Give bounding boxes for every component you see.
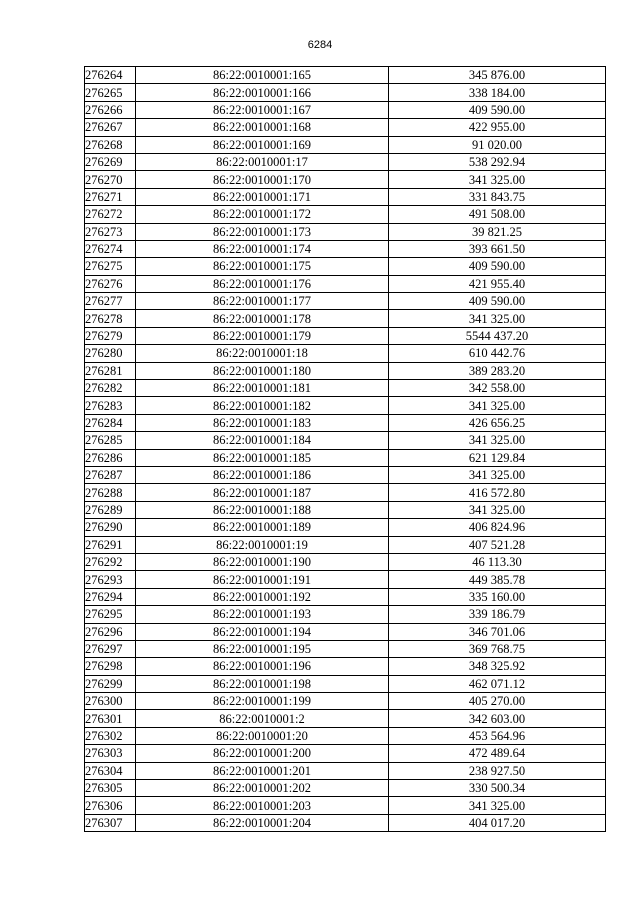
row-number-cell: 276283	[85, 397, 136, 414]
cadastral-value-cell: 472 489.64	[389, 745, 606, 762]
table-row	[85, 501, 606, 518]
cadastral-number-cell: 86:22:0010001:186	[136, 466, 389, 483]
cadastral-number-cell: 86:22:0010001:167	[136, 101, 389, 118]
table-row	[85, 293, 606, 310]
row-number-cell: 276299	[85, 675, 136, 692]
table-row	[85, 397, 606, 414]
cadastral-value-cell: 369 768.75	[389, 640, 606, 657]
cadastral-number-cell: 86:22:0010001:170	[136, 171, 389, 188]
cadastral-value-cell: 330 500.34	[389, 780, 606, 797]
cadastral-value-cell: 331 843.75	[389, 188, 606, 205]
cadastral-value-cell: 491 508.00	[389, 206, 606, 223]
table-row	[85, 588, 606, 605]
cadastral-value-cell: 342 603.00	[389, 710, 606, 727]
table-row	[85, 606, 606, 623]
row-number-cell: 276279	[85, 327, 136, 344]
cadastral-value-cell: 538 292.94	[389, 153, 606, 170]
row-number-cell: 276285	[85, 432, 136, 449]
cadastral-number-cell: 86:22:0010001:202	[136, 780, 389, 797]
cadastral-value-cell: 345 876.00	[389, 67, 606, 84]
row-number-cell: 276268	[85, 136, 136, 153]
page-number: 6284	[307, 39, 333, 51]
cadastral-value-cell: 341 325.00	[389, 466, 606, 483]
row-number-cell: 276304	[85, 762, 136, 779]
cadastral-value-cell: 238 927.50	[389, 762, 606, 779]
row-number-cell: 276295	[85, 606, 136, 623]
table-row	[85, 797, 606, 814]
row-number-cell: 276302	[85, 727, 136, 744]
row-number-cell: 276265	[85, 84, 136, 101]
table-row	[85, 571, 606, 588]
cadastral-number-cell: 86:22:0010001:168	[136, 119, 389, 136]
cadastral-value-cell: 341 325.00	[389, 797, 606, 814]
cadastral-number-cell: 86:22:0010001:175	[136, 258, 389, 275]
row-number-cell: 276294	[85, 588, 136, 605]
table-row	[85, 623, 606, 640]
table-row	[85, 466, 606, 483]
cadastral-number-cell: 86:22:0010001:191	[136, 571, 389, 588]
cadastral-number-cell: 86:22:0010001:184	[136, 432, 389, 449]
table-row	[85, 223, 606, 240]
cadastral-value-cell: 39 821.25	[389, 223, 606, 240]
cadastral-number-cell: 86:22:0010001:199	[136, 693, 389, 710]
table-row	[85, 727, 606, 744]
row-number-cell: 276287	[85, 466, 136, 483]
row-number-cell: 276266	[85, 101, 136, 118]
cadastral-number-cell: 86:22:0010001:195	[136, 640, 389, 657]
table-row	[85, 362, 606, 379]
cadastral-value-cell: 407 521.28	[389, 536, 606, 553]
cadastral-number-cell: 86:22:0010001:17	[136, 153, 389, 170]
row-number-cell: 276292	[85, 553, 136, 570]
row-number-cell: 276270	[85, 171, 136, 188]
table-row	[85, 275, 606, 292]
table-row	[85, 258, 606, 275]
cadastral-value-cell: 389 283.20	[389, 362, 606, 379]
cadastral-value-cell: 91 020.00	[389, 136, 606, 153]
row-number-cell: 276274	[85, 240, 136, 257]
cadastral-number-cell: 86:22:0010001:203	[136, 797, 389, 814]
cadastral-number-cell: 86:22:0010001:194	[136, 623, 389, 640]
table-row	[85, 345, 606, 362]
row-number-cell: 276300	[85, 693, 136, 710]
cadastral-number-cell: 86:22:0010001:198	[136, 675, 389, 692]
row-number-cell: 276296	[85, 623, 136, 640]
cadastral-number-cell: 86:22:0010001:190	[136, 553, 389, 570]
table-row	[85, 675, 606, 692]
cadastral-value-cell: 341 325.00	[389, 397, 606, 414]
cadastral-value-cell: 335 160.00	[389, 588, 606, 605]
table-row	[85, 414, 606, 431]
table-row	[85, 380, 606, 397]
cadastral-number-cell: 86:22:0010001:174	[136, 240, 389, 257]
cadastral-value-cell: 341 325.00	[389, 501, 606, 518]
table-row	[85, 101, 606, 118]
row-number-cell: 276267	[85, 119, 136, 136]
table-row	[85, 171, 606, 188]
cadastral-number-cell: 86:22:0010001:189	[136, 519, 389, 536]
table-row	[85, 84, 606, 101]
cadastral-number-cell: 86:22:0010001:19	[136, 536, 389, 553]
row-number-cell: 276271	[85, 188, 136, 205]
cadastral-number-cell: 86:22:0010001:18	[136, 345, 389, 362]
cadastral-value-cell: 426 656.25	[389, 414, 606, 431]
table-row	[85, 484, 606, 501]
cadastral-value-cell: 621 129.84	[389, 449, 606, 466]
cadastral-number-cell: 86:22:0010001:183	[136, 414, 389, 431]
table-row	[85, 240, 606, 257]
row-number-cell: 276280	[85, 345, 136, 362]
table-row	[85, 553, 606, 570]
cadastral-number-cell: 86:22:0010001:196	[136, 658, 389, 675]
row-number-cell: 276264	[85, 67, 136, 84]
cadastral-value-cell: 341 325.00	[389, 432, 606, 449]
cadastral-number-cell: 86:22:0010001:201	[136, 762, 389, 779]
row-number-cell: 276288	[85, 484, 136, 501]
cadastral-value-cell: 339 186.79	[389, 606, 606, 623]
row-number-cell: 276293	[85, 571, 136, 588]
cadastral-number-cell: 86:22:0010001:204	[136, 814, 389, 831]
cadastral-number-cell: 86:22:0010001:178	[136, 310, 389, 327]
cadastral-value-cell: 406 824.96	[389, 519, 606, 536]
cadastral-number-cell: 86:22:0010001:188	[136, 501, 389, 518]
cadastral-number-cell: 86:22:0010001:171	[136, 188, 389, 205]
cadastral-value-cell: 610 442.76	[389, 345, 606, 362]
cadastral-number-cell: 86:22:0010001:20	[136, 727, 389, 744]
row-number-cell: 276307	[85, 814, 136, 831]
row-number-cell: 276298	[85, 658, 136, 675]
cadastral-value-cell: 393 661.50	[389, 240, 606, 257]
table-row	[85, 710, 606, 727]
cadastral-value-cell: 453 564.96	[389, 727, 606, 744]
cadastral-value-cell: 404 017.20	[389, 814, 606, 831]
row-number-cell: 276291	[85, 536, 136, 553]
cadastral-value-cell: 449 385.78	[389, 571, 606, 588]
cadastral-number-cell: 86:22:0010001:187	[136, 484, 389, 501]
table-row	[85, 188, 606, 205]
row-number-cell: 276306	[85, 797, 136, 814]
table-row	[85, 153, 606, 170]
cadastral-value-cell: 405 270.00	[389, 693, 606, 710]
row-number-cell: 276286	[85, 449, 136, 466]
cadastral-number-cell: 86:22:0010001:200	[136, 745, 389, 762]
table-row	[85, 640, 606, 657]
table-row	[85, 310, 606, 327]
table-row	[85, 327, 606, 344]
cadastral-number-cell: 86:22:0010001:177	[136, 293, 389, 310]
cadastral-value-cell: 341 325.00	[389, 171, 606, 188]
table-row	[85, 432, 606, 449]
cadastral-value-table	[84, 66, 606, 832]
cadastral-value-cell: 338 184.00	[389, 84, 606, 101]
cadastral-value-cell: 416 572.80	[389, 484, 606, 501]
cadastral-value-cell: 462 071.12	[389, 675, 606, 692]
cadastral-value-cell: 422 955.00	[389, 119, 606, 136]
table-row	[85, 67, 606, 84]
cadastral-number-cell: 86:22:0010001:172	[136, 206, 389, 223]
row-number-cell: 276276	[85, 275, 136, 292]
row-number-cell: 276282	[85, 380, 136, 397]
row-number-cell: 276278	[85, 310, 136, 327]
cadastral-number-cell: 86:22:0010001:185	[136, 449, 389, 466]
cadastral-number-cell: 86:22:0010001:165	[136, 67, 389, 84]
table-row	[85, 449, 606, 466]
cadastral-value-cell: 5544 437.20	[389, 327, 606, 344]
cadastral-value-cell: 342 558.00	[389, 380, 606, 397]
cadastral-value-cell: 409 590.00	[389, 293, 606, 310]
cadastral-number-cell: 86:22:0010001:166	[136, 84, 389, 101]
table-row	[85, 536, 606, 553]
row-number-cell: 276303	[85, 745, 136, 762]
cadastral-value-cell: 46 113.30	[389, 553, 606, 570]
cadastral-value-cell: 346 701.06	[389, 623, 606, 640]
cadastral-number-cell: 86:22:0010001:182	[136, 397, 389, 414]
cadastral-value-cell: 421 955.40	[389, 275, 606, 292]
cadastral-number-cell: 86:22:0010001:192	[136, 588, 389, 605]
row-number-cell: 276297	[85, 640, 136, 657]
row-number-cell: 276305	[85, 780, 136, 797]
cadastral-value-cell: 409 590.00	[389, 101, 606, 118]
row-number-cell: 276273	[85, 223, 136, 240]
table-row	[85, 206, 606, 223]
cadastral-number-cell: 86:22:0010001:169	[136, 136, 389, 153]
row-number-cell: 276284	[85, 414, 136, 431]
row-number-cell: 276289	[85, 501, 136, 518]
cadastral-number-cell: 86:22:0010001:180	[136, 362, 389, 379]
table-row	[85, 136, 606, 153]
cadastral-number-cell: 86:22:0010001:173	[136, 223, 389, 240]
cadastral-value-cell: 341 325.00	[389, 310, 606, 327]
cadastral-number-cell: 86:22:0010001:193	[136, 606, 389, 623]
cadastral-number-cell: 86:22:0010001:176	[136, 275, 389, 292]
cadastral-number-cell: 86:22:0010001:2	[136, 710, 389, 727]
cadastral-value-cell: 409 590.00	[389, 258, 606, 275]
row-number-cell: 276277	[85, 293, 136, 310]
row-number-cell: 276275	[85, 258, 136, 275]
cadastral-number-cell: 86:22:0010001:179	[136, 327, 389, 344]
table-row	[85, 693, 606, 710]
row-number-cell: 276269	[85, 153, 136, 170]
table-row	[85, 762, 606, 779]
table-row	[85, 519, 606, 536]
table-row	[85, 814, 606, 831]
table-row	[85, 119, 606, 136]
table-row	[85, 745, 606, 762]
table-body	[85, 67, 606, 832]
table-row	[85, 780, 606, 797]
row-number-cell: 276281	[85, 362, 136, 379]
row-number-cell: 276272	[85, 206, 136, 223]
row-number-cell: 276301	[85, 710, 136, 727]
cadastral-value-cell: 348 325.92	[389, 658, 606, 675]
cadastral-number-cell: 86:22:0010001:181	[136, 380, 389, 397]
table-row	[85, 658, 606, 675]
row-number-cell: 276290	[85, 519, 136, 536]
